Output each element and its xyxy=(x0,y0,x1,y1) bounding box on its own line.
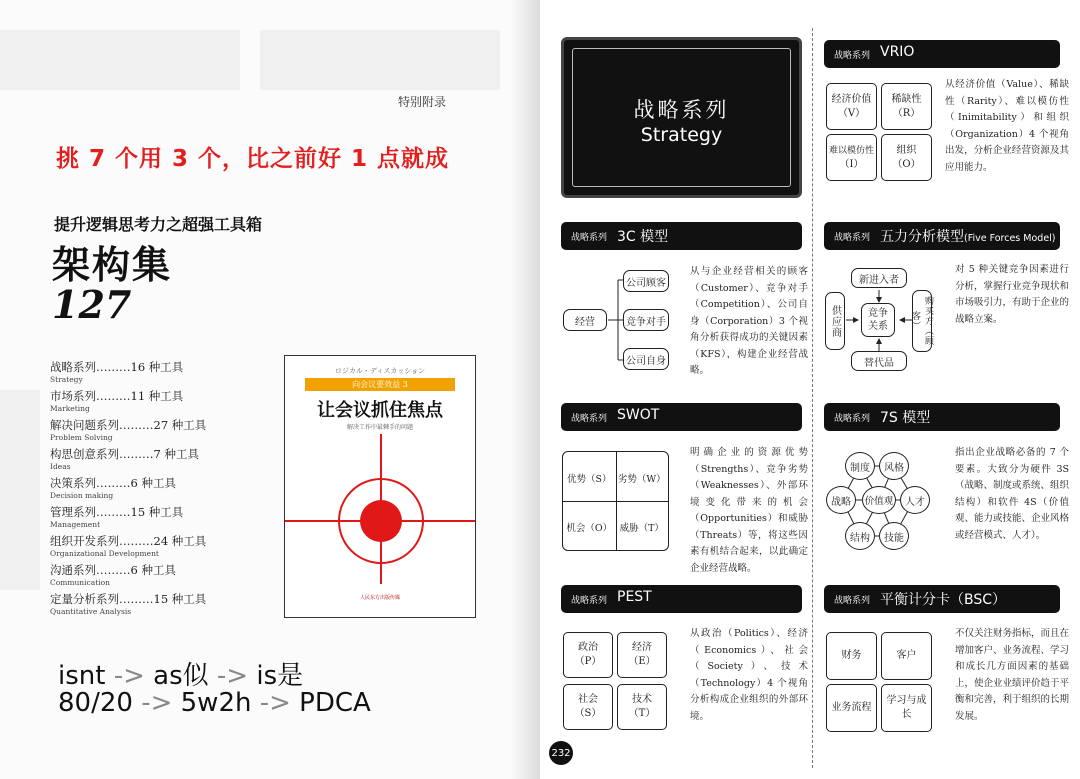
node-label: 竞争关系 xyxy=(868,308,888,332)
hw-arrow: -> xyxy=(216,661,249,691)
toc-item xyxy=(50,476,280,505)
cell-code: （R） xyxy=(892,107,921,119)
table-of-contents xyxy=(50,360,280,621)
vrio-cell xyxy=(826,134,877,181)
vrio-cell xyxy=(881,83,932,130)
section-header-swot xyxy=(561,403,802,431)
3c-node: 公司自身 xyxy=(623,348,669,370)
toc-item-zh: 解决问题系列………27 种工具 xyxy=(50,418,207,432)
ghost-bleed-through xyxy=(0,390,40,590)
cell-label: 社会 xyxy=(578,694,598,705)
cover-title-en: Strategy xyxy=(640,124,723,146)
series-tag: 战略系列 xyxy=(834,414,871,424)
cell-label: 稀缺性 xyxy=(891,93,922,105)
ghost-bleed-through xyxy=(260,30,500,90)
bsc-description: 不仅关注财务指标，而且在增加客户、业务流程、学习和成长几方面因素的基础上，使企业业绩评价趋于平衡和完善，利于组织的长期发展。 xyxy=(955,628,1070,722)
vrio-cell xyxy=(881,134,932,181)
cell-code: （I） xyxy=(839,158,864,170)
five-forces-description: 对 5 种关键竞争因素进行分析，掌握行业竞争现状和市场吸引力，有助于企业的战略立案。 xyxy=(955,264,1070,325)
section-title: 平衡计分卡（BSC） xyxy=(880,592,1007,608)
hw-arrow: -> xyxy=(141,688,173,718)
handwritten-red-note: 挑 7 个用 3 个，比之前好 1 点就成 xyxy=(56,146,450,172)
hw-text: 80/20 xyxy=(58,688,133,718)
section-title-en: (Five Forces Model) xyxy=(964,233,1056,244)
section-title: 7S 模型 xyxy=(880,410,931,426)
toc-item xyxy=(50,592,280,621)
hw-text: as似 xyxy=(153,661,209,691)
section-header-7s xyxy=(824,403,1060,431)
section-header-3c xyxy=(561,222,802,250)
cover-title-zh: 战略系列 xyxy=(633,98,730,122)
handwritten-line-2 xyxy=(58,688,371,718)
book-subtitle: 提升逻辑思考力之超强工具箱 xyxy=(54,215,263,234)
cover-band-number: 3 xyxy=(402,380,408,389)
pest-cell xyxy=(563,632,613,678)
bsc-cell: 学习与成长 xyxy=(881,684,932,732)
five-forces-node: 新进入者 xyxy=(851,268,907,288)
7s-node: 制度 xyxy=(845,452,875,480)
five-forces-node: 替代品 xyxy=(851,351,907,371)
3c-node: 公司顾客 xyxy=(623,270,669,292)
7s-node: 战略 xyxy=(826,486,856,514)
toc-item-zh: 市场系列………11 种工具 xyxy=(50,389,184,403)
swot-cell: 优势（S） xyxy=(566,474,612,485)
cover-subtitle: 解决工作中最棘手的问题 xyxy=(346,424,413,431)
series-tag: 战略系列 xyxy=(571,414,608,424)
series-tag: 战略系列 xyxy=(834,233,871,243)
7s-node: 人才 xyxy=(900,486,930,514)
cell-code: （O） xyxy=(892,158,921,170)
hw-text: 5w2h xyxy=(180,688,252,718)
cell-code: （V） xyxy=(837,107,866,119)
toc-item-zh: 管理系列………15 种工具 xyxy=(50,505,184,519)
hw-text: PDCA xyxy=(299,688,371,718)
book-title: 架构集 xyxy=(52,243,173,287)
series-tag: 战略系列 xyxy=(571,233,608,243)
toc-item-en: Management xyxy=(50,520,101,529)
column-divider xyxy=(812,28,813,768)
section-title: PEST xyxy=(617,589,652,605)
section-header-vrio xyxy=(824,40,1060,68)
section-title: SWOT xyxy=(617,407,660,423)
3c-description: 从与企业经营相关的顾客（Customer）、竞争对手（Competition）、公司自身（Corporation）3 个视角分析获得成功的关键因素（KFS），构建企业经营战略。 xyxy=(690,266,808,376)
supplement-label: 特别附录 xyxy=(398,95,447,109)
toc-item xyxy=(50,360,280,389)
cell-code: （E） xyxy=(628,656,656,667)
3c-node: 竞争对手 xyxy=(623,309,669,331)
cell-label: 组织 xyxy=(896,144,917,156)
series-tag: 战略系列 xyxy=(571,596,608,606)
section-header-bsc xyxy=(824,585,1060,613)
pest-cell xyxy=(617,632,667,678)
toc-item-en: Problem Solving xyxy=(50,433,113,442)
cell-code: （T） xyxy=(628,708,656,719)
swot-cell: 劣势（W） xyxy=(617,474,666,485)
section-title-zh: 五力分析模型 xyxy=(880,229,964,245)
pest-description: 从政治（Politics）、经济（Economics）、社会（Society）、技术（Technology）4 个视角分析构成企业组织的外部环境。 xyxy=(690,628,808,722)
toc-item-zh: 战略系列………16 种工具 xyxy=(50,360,184,374)
toc-item xyxy=(50,447,280,476)
toc-item-en: Marketing xyxy=(50,404,90,413)
cell-label: 难以模仿性 xyxy=(828,145,874,156)
crosshair-target-icon xyxy=(285,356,476,618)
five-forces-center xyxy=(861,303,895,337)
toc-item-en: Communication xyxy=(50,578,110,587)
swot-cell: 机会（O） xyxy=(566,523,613,534)
cell-code: （P） xyxy=(574,656,602,667)
ghost-bleed-through xyxy=(0,30,240,90)
book-number: 127 xyxy=(52,282,132,327)
3c-center-node: 经营 xyxy=(563,309,607,331)
toc-item-en: Decision making xyxy=(50,491,114,500)
pest-cell xyxy=(617,684,667,730)
cell-label: 经济 xyxy=(632,642,652,653)
toc-item-zh: 决策系列………6 种工具 xyxy=(50,476,176,490)
swot-grid xyxy=(562,451,669,551)
toc-item-en: Strategy xyxy=(50,375,83,384)
swot-description: 明确企业的资源优势（Strengths）、竞争劣势（Weaknesses）、外部环境变化带来的机会（Opportunities）和威胁（Threats）等，将这些因素有机结合起来，以此确定企业经营战略。 xyxy=(690,447,808,574)
section-header-five-forces xyxy=(824,222,1060,250)
cell-label: 政治 xyxy=(578,642,598,653)
toc-item xyxy=(50,534,280,563)
series-tag: 战略系列 xyxy=(834,596,871,606)
7s-node: 结构 xyxy=(845,522,875,550)
hw-text: is是 xyxy=(256,661,304,691)
five-forces-node: 供应商 xyxy=(825,292,845,350)
7s-node: 价值观 xyxy=(862,486,896,514)
section-title: VRIO xyxy=(880,44,915,60)
toc-item-zh: 定量分析系列………15 种工具 xyxy=(50,592,207,606)
7s-node: 技能 xyxy=(879,522,909,550)
vrio-cell xyxy=(826,83,877,130)
toc-item-zh: 沟通系列………6 种工具 xyxy=(50,563,176,577)
section-title xyxy=(880,226,1056,246)
series-tag: 战略系列 xyxy=(834,51,871,61)
cell-label: 经济价值 xyxy=(831,93,872,105)
toc-item-zh: 组织开发系列………24 种工具 xyxy=(50,534,207,548)
cell-code: （S） xyxy=(574,708,602,719)
cell-label: 技术 xyxy=(632,694,652,705)
bsc-cell: 业务流程 xyxy=(826,684,877,732)
hw-arrow: -> xyxy=(259,688,291,718)
cover-title: 让会议抓住焦点 xyxy=(317,400,443,421)
cover-publisher: 人民东方出版传媒 xyxy=(359,595,400,601)
strategy-cover-block xyxy=(561,37,802,198)
hw-arrow: -> xyxy=(113,661,145,691)
hw-text: isnt xyxy=(58,661,106,691)
toc-item xyxy=(50,563,280,592)
toc-item xyxy=(50,389,280,418)
section-header-pest xyxy=(561,585,802,613)
bsc-cell: 财务 xyxy=(826,632,877,680)
book-cover-image xyxy=(284,355,476,618)
7s-node: 风格 xyxy=(879,452,909,480)
grid-divider xyxy=(616,452,617,550)
toc-item xyxy=(50,505,280,534)
pest-cell xyxy=(563,684,613,730)
cover-jp-title: ロジカル・ディスカッション xyxy=(334,367,426,375)
spine-shadow xyxy=(510,0,540,779)
cover-band-text: 向会议要效益 xyxy=(352,380,401,389)
toc-item-en: Quantitative Analysis xyxy=(50,607,132,616)
vrio-description: 从经济价值（Value）、稀缺性（Rarity）、难以模仿性（Inimitability）和组织（Organization）4 个视角出发，分析企业经营资源及其应用能力。 xyxy=(945,79,1069,173)
toc-item-en: Ideas xyxy=(50,462,71,471)
toc-item xyxy=(50,418,280,447)
toc-item-en: Organizational Development xyxy=(50,549,159,558)
bsc-cell: 客户 xyxy=(881,632,932,680)
page-number-badge: 232 xyxy=(549,741,573,765)
handwritten-line-1 xyxy=(58,655,303,692)
five-forces-node: 购买方（顾客） xyxy=(912,290,932,352)
section-title: 3C 模型 xyxy=(617,229,669,245)
toc-item-zh: 构思创意系列………7 种工具 xyxy=(50,447,199,461)
7s-description: 指出企业战略必备的 7 个要素。大致分为硬件 3S（战略、制度或系统、组织结构）和软件 4S（价值观、能力或技能、企业风格或经营模式、人才）。 xyxy=(955,447,1070,541)
swot-cell: 威胁（T） xyxy=(619,523,664,534)
